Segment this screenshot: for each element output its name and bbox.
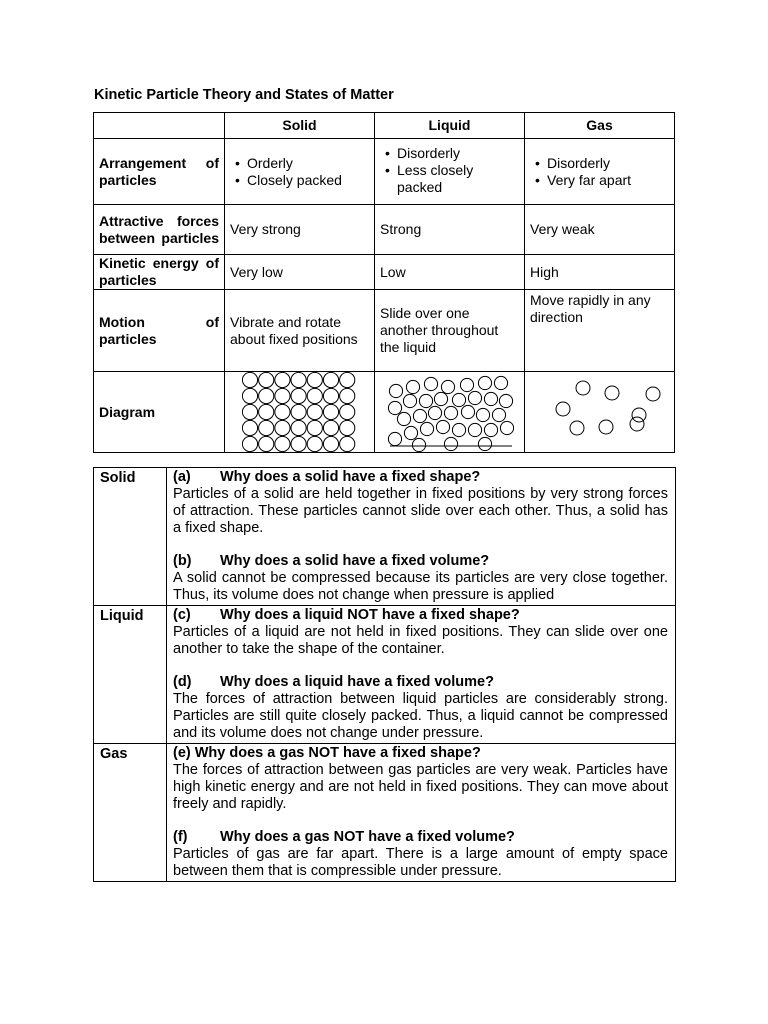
particle-circle — [274, 388, 289, 403]
particle-circle — [258, 404, 273, 419]
particle-circle — [478, 437, 491, 450]
cell-arrangement-gas — [525, 139, 675, 205]
particle-circle — [632, 408, 646, 422]
row-motion — [94, 290, 675, 372]
question-number: (b) — [173, 553, 192, 569]
row-gas-questions — [94, 744, 676, 882]
cell-diagram-solid — [225, 372, 375, 453]
header-gas: Gas — [525, 113, 675, 139]
particle-circle — [274, 420, 289, 435]
header-solid: Solid — [225, 113, 375, 139]
liquid-particles-diagram — [385, 372, 515, 452]
row-solid-questions — [94, 468, 676, 606]
question-e: (e) Why does a gas NOT have a fixed shape? — [173, 745, 481, 761]
state-label-liquid: Liquid — [94, 606, 167, 744]
answer-a: Particles of a solid are held together in fixed positions by very strong forces of attraction. These particles cannot slide over each other. Thus, a solid has a fixed shape. — [173, 486, 668, 536]
header-liquid: Liquid — [375, 113, 525, 139]
bullet-item: • Orderly — [247, 155, 369, 172]
particle-circle — [441, 380, 454, 393]
cell-forces-solid: Very strong — [225, 205, 375, 255]
particle-circle — [484, 423, 497, 436]
cell-kinetic-gas: High — [525, 255, 675, 290]
state-label-solid: Solid — [94, 468, 167, 606]
row-label-kinetic: Kinetic energy of particles — [94, 255, 225, 290]
particle-circle — [307, 388, 322, 403]
particle-circle — [436, 420, 449, 433]
particle-circle — [258, 372, 273, 387]
particle-circle — [388, 432, 401, 445]
particle-circle — [452, 393, 465, 406]
particle-circle — [339, 388, 354, 403]
particle-circle — [428, 406, 441, 419]
page-title: Kinetic Particle Theory and States of Matter — [94, 87, 394, 103]
question-c — [173, 607, 668, 624]
particle-circle — [274, 372, 289, 387]
row-forces — [94, 205, 675, 255]
answer-b: A solid cannot be compressed because its particles are very close together. Thus, its volume does not change when pressure is applied — [173, 570, 668, 603]
particle-circle — [242, 420, 257, 435]
particle-circle — [468, 391, 481, 404]
row-arrangement — [94, 139, 675, 205]
particle-circle — [452, 423, 465, 436]
particle-circle — [403, 394, 416, 407]
particle-circle — [412, 438, 425, 451]
particle-circle — [484, 392, 497, 405]
particle-circle — [434, 392, 447, 405]
solid-questions-cell — [167, 468, 676, 606]
gas-questions-cell — [167, 744, 676, 882]
particle-circle — [478, 376, 491, 389]
bullet-item: • Disorderly — [547, 155, 669, 172]
bullet-item: • Very far apart — [547, 172, 669, 189]
particle-circle — [461, 405, 474, 418]
state-label-gas: Gas — [94, 744, 167, 882]
cell-motion-gas: Move rapidly in any direction — [525, 290, 675, 372]
question-a — [173, 469, 668, 486]
question-f — [173, 829, 668, 846]
particle-circle — [339, 436, 354, 451]
particle-circle — [274, 436, 289, 451]
particle-circle — [444, 406, 457, 419]
cell-diagram-liquid — [375, 372, 525, 453]
particle-circle — [500, 421, 513, 434]
row-label-forces: Attractive forces between particles — [94, 205, 225, 255]
particle-circle — [419, 394, 432, 407]
particle-circle — [494, 376, 507, 389]
question-d — [173, 674, 668, 691]
particle-circle — [323, 420, 338, 435]
cell-arrangement-solid — [225, 139, 375, 205]
row-kinetic — [94, 255, 675, 290]
row-label-diagram: Diagram — [94, 372, 225, 453]
particle-circle — [468, 423, 481, 436]
table-header-row — [94, 113, 675, 139]
particle-circle — [599, 420, 613, 434]
cell-forces-liquid: Strong — [375, 205, 525, 255]
liquid-questions-cell — [167, 606, 676, 744]
question-text: Why does a solid have a fixed shape? — [220, 469, 481, 485]
gas-particles-diagram — [535, 372, 665, 452]
particle-circle — [476, 408, 489, 421]
particle-circle — [630, 417, 644, 431]
solid-particles-diagram — [242, 372, 358, 452]
particle-circle — [307, 404, 322, 419]
bullet-item: • Closely packed — [247, 172, 369, 189]
question-text: Why does a gas NOT have a fixed volume? — [220, 829, 515, 845]
cell-diagram-gas — [525, 372, 675, 453]
question-number: (a) — [173, 469, 191, 485]
particle-circle — [397, 412, 410, 425]
cell-kinetic-liquid: Low — [375, 255, 525, 290]
particle-circle — [420, 422, 433, 435]
cell-motion-solid: Vibrate and rotate about fixed positions — [225, 290, 375, 372]
particle-circle — [413, 409, 426, 422]
particle-circle — [404, 426, 417, 439]
particle-circle — [242, 372, 257, 387]
particle-circle — [291, 404, 306, 419]
particle-circle — [291, 436, 306, 451]
question-b — [173, 553, 668, 570]
particle-circle — [242, 404, 257, 419]
particle-circle — [291, 420, 306, 435]
answer-f: Particles of gas are far apart. There is a large amount of empty space between them that is compressible under pressure. — [173, 846, 668, 879]
particle-circle — [307, 436, 322, 451]
particle-circle — [499, 394, 512, 407]
particle-circle — [556, 402, 570, 416]
particle-circle — [605, 386, 619, 400]
cell-kinetic-solid: Very low — [225, 255, 375, 290]
particle-circle — [576, 381, 590, 395]
particle-circle — [424, 377, 437, 390]
row-diagram — [94, 372, 675, 453]
particle-circle — [339, 372, 354, 387]
header-empty — [94, 113, 225, 139]
particle-circle — [258, 436, 273, 451]
particle-circle — [242, 436, 257, 451]
particle-circle — [323, 372, 338, 387]
answer-c: Particles of a liquid are not held in fixed positions. They can slide over one another to take the shape of the container. — [173, 624, 668, 657]
particle-circle — [323, 436, 338, 451]
questions-table — [93, 467, 676, 882]
particle-circle — [492, 408, 505, 421]
particle-circle — [323, 404, 338, 419]
answer-d: The forces of attraction between liquid particles are considerably strong. Particles are still quite closely packed. Thus, a liquid cannot be compressed and its volume does not change under pressure. — [173, 691, 668, 741]
question-number: (f) — [173, 829, 188, 845]
particle-circle — [389, 384, 402, 397]
bullet-item: • Disorderly — [397, 145, 519, 162]
particle-circle — [258, 388, 273, 403]
particle-circle — [388, 401, 401, 414]
question-text: Why does a solid have a fixed volume? — [220, 553, 490, 569]
question-text: Why does a liquid have a fixed volume? — [220, 674, 494, 690]
particle-circle — [307, 420, 322, 435]
cell-motion-liquid: Slide over one another throughout the liquid — [375, 290, 525, 372]
particle-circle — [444, 437, 457, 450]
particle-circle — [291, 388, 306, 403]
particle-circle — [646, 387, 660, 401]
particle-circle — [242, 388, 257, 403]
particle-circle — [258, 420, 273, 435]
question-number: (c) — [173, 607, 191, 623]
states-of-matter-table — [93, 112, 675, 453]
particle-circle — [323, 388, 338, 403]
question-text: Why does a liquid NOT have a fixed shape? — [220, 607, 520, 623]
particle-circle — [406, 380, 419, 393]
answer-e: The forces of attraction between gas particles are very weak. Particles have high kinetic energy and are not held in fixed positions. They can move about freely and rapidly. — [173, 762, 668, 812]
particle-circle — [307, 372, 322, 387]
particle-circle — [339, 420, 354, 435]
particle-circle — [339, 404, 354, 419]
particle-circle — [291, 372, 306, 387]
question-number: (d) — [173, 674, 192, 690]
cell-forces-gas: Very weak — [525, 205, 675, 255]
particle-circle — [570, 421, 584, 435]
row-label-motion: Motion of particles — [94, 290, 225, 372]
particle-circle — [460, 378, 473, 391]
cell-arrangement-liquid — [375, 139, 525, 205]
bullet-item: • Less closely packed — [397, 162, 519, 196]
row-liquid-questions — [94, 606, 676, 744]
particle-circle — [274, 404, 289, 419]
row-label-arrangement: Arrangement of particles — [94, 139, 225, 205]
